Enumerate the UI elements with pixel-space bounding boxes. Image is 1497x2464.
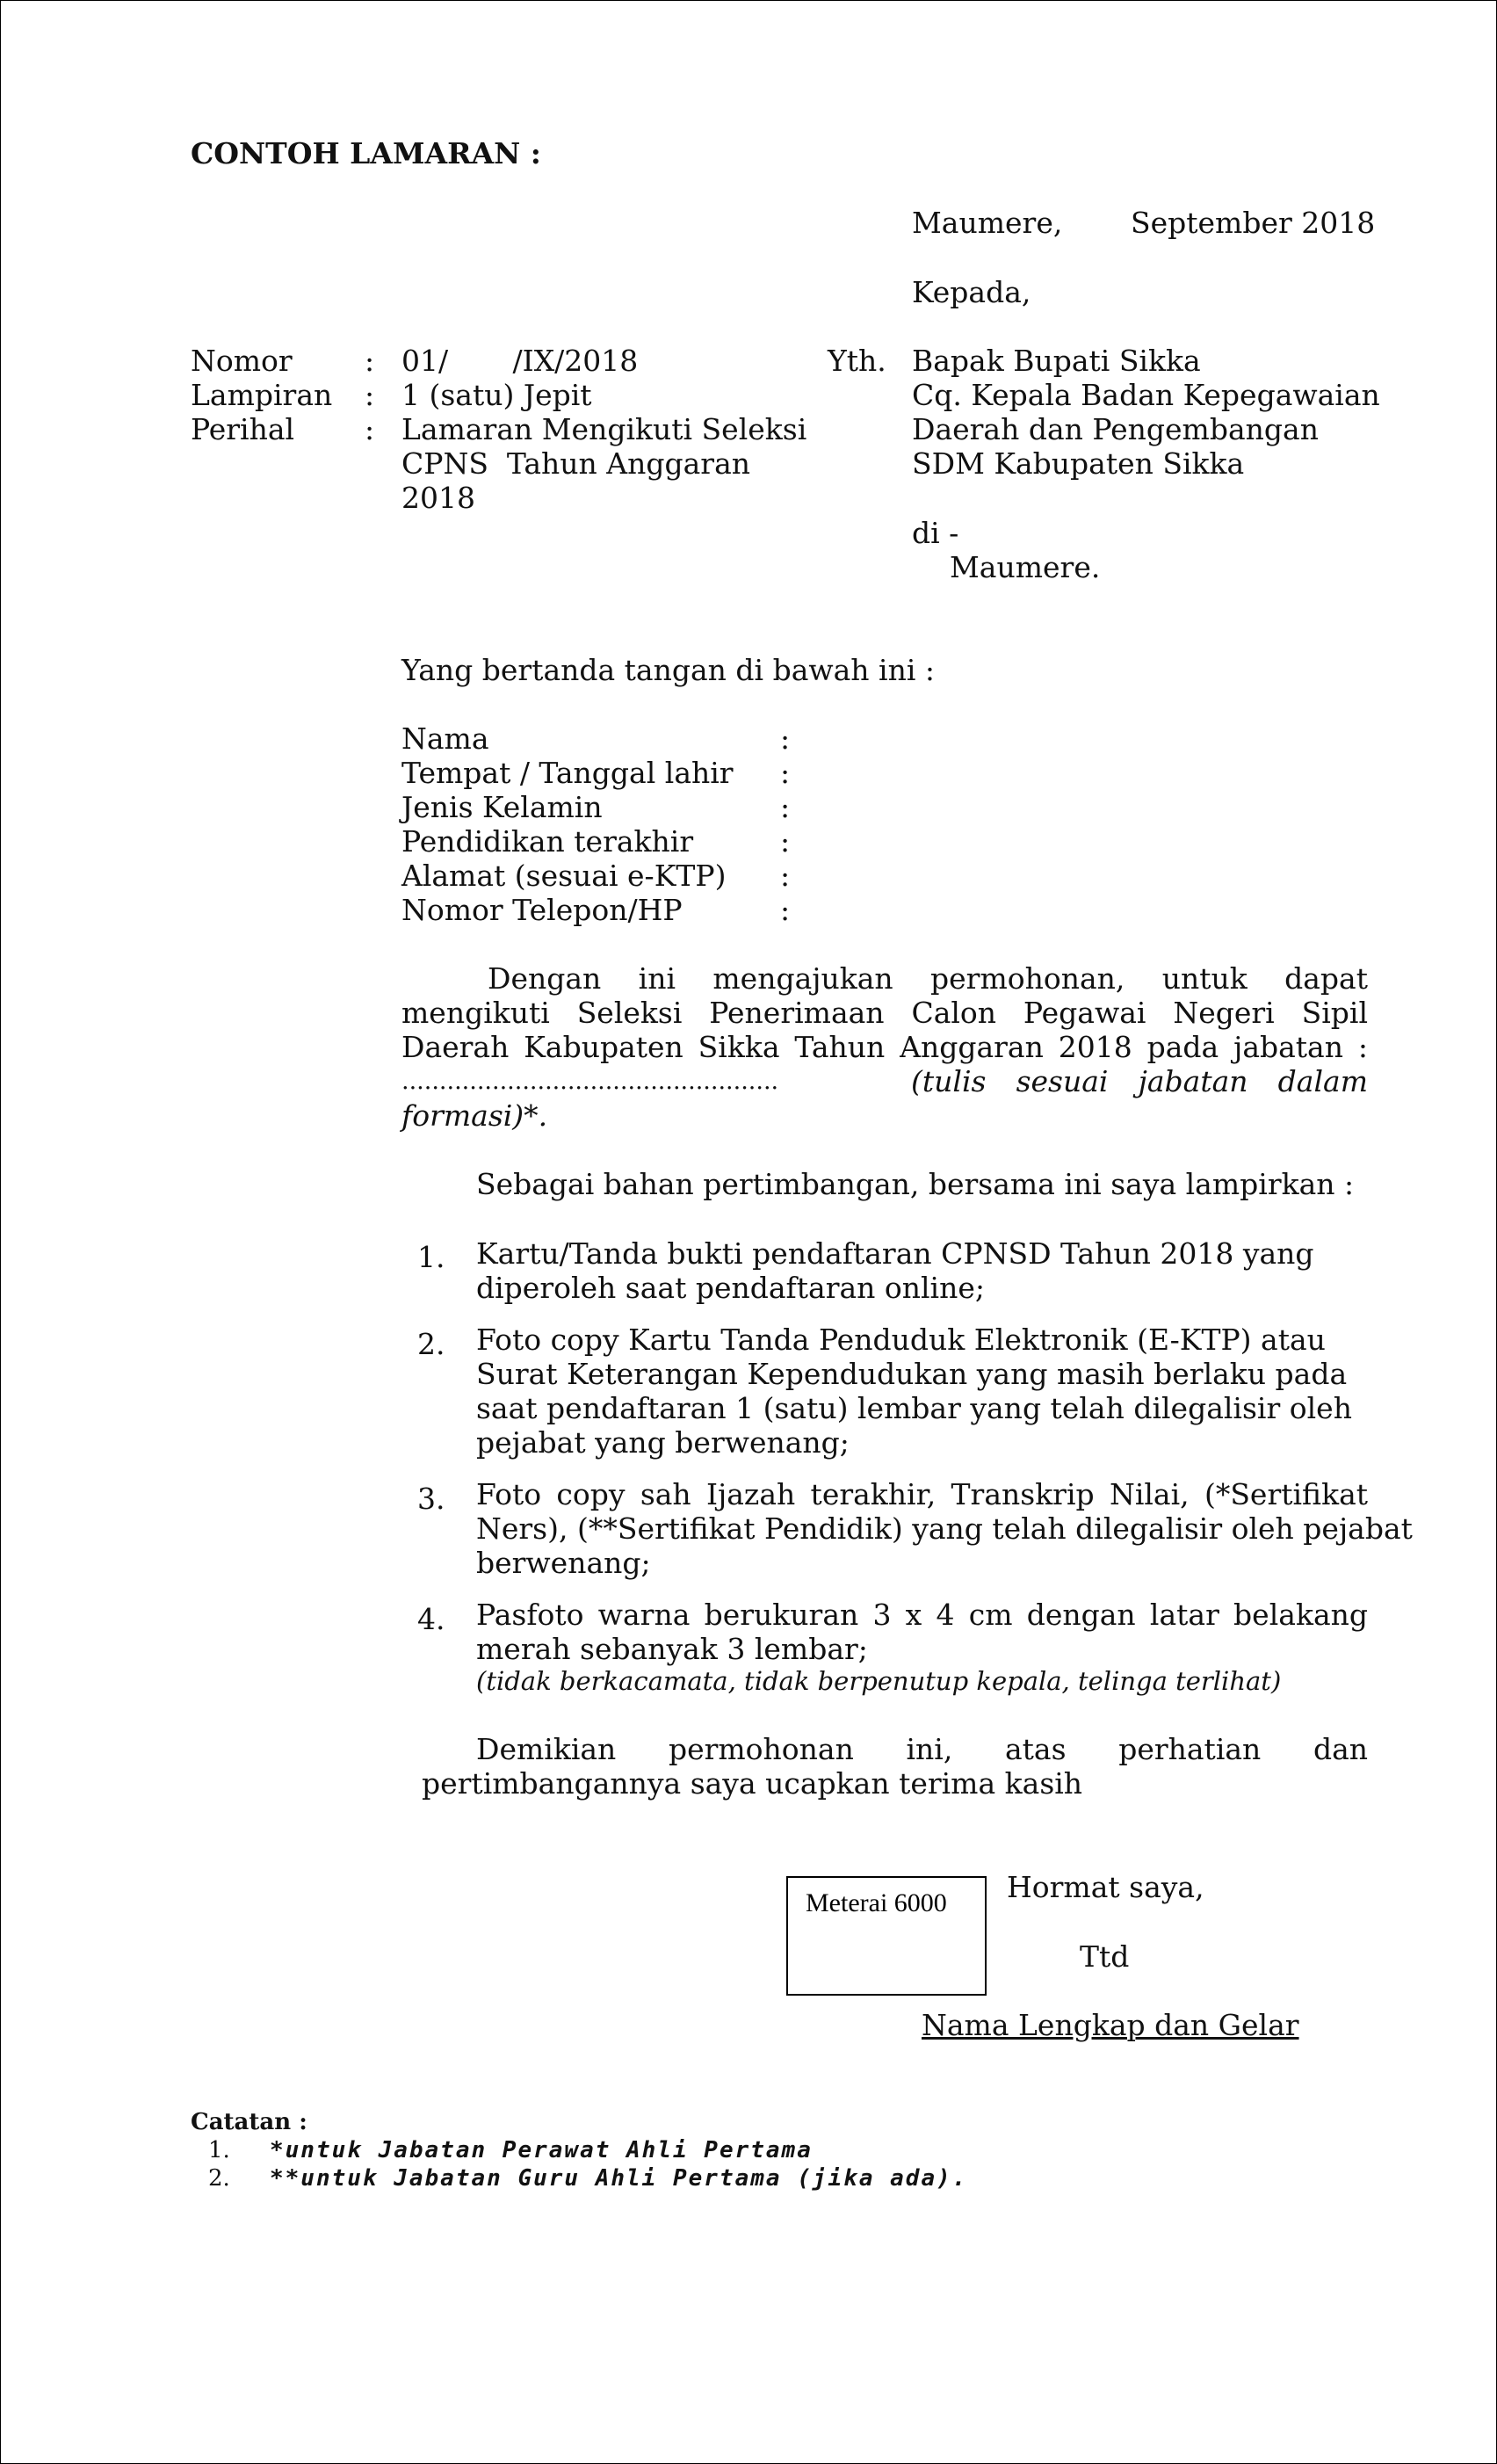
para1-line: Dengan ini mengajukan permohonan, untuk dapat	[488, 961, 1368, 996]
signature-ttd: Ttd	[1080, 1939, 1130, 1974]
nomor-label: Nomor	[191, 344, 293, 378]
recipient-line: Bapak Bupati Sikka	[912, 344, 1201, 378]
nomor-value: 01/ /IX/2018	[401, 344, 639, 378]
date-month-year: September 2018	[1131, 206, 1376, 240]
meterai-label: Meterai 6000	[806, 1888, 947, 1917]
recipient-di: di -	[912, 516, 959, 550]
field-colon: :	[780, 859, 791, 893]
nomor-colon: :	[365, 344, 375, 378]
field-label: Jenis Kelamin	[401, 790, 603, 824]
perihal-line: 2018	[401, 481, 475, 515]
attachment-line: Foto copy sah Ijazah terakhir, Transkrip Nilai, (*Sertifikat	[476, 1477, 1368, 1511]
perihal-label: Perihal	[191, 412, 295, 446]
para2-text: Sebagai bahan pertimbangan, bersama ini saya lampirkan :	[476, 1167, 1355, 1201]
field-label: Pendidikan terakhir	[401, 824, 694, 859]
note-text: *untuk Jabatan Perawat Ahli Pertama	[270, 2137, 813, 2163]
field-label: Alamat (sesuai e-KTP)	[401, 859, 727, 893]
closing-line: pertimbangannya saya ucapkan terima kasih	[422, 1766, 1083, 1801]
para1-line: Daerah Kabupaten Sikka Tahun Anggaran 2018 pada jabatan :	[401, 1030, 1368, 1064]
field-colon: :	[780, 824, 791, 859]
note-number: 2.	[208, 2165, 230, 2192]
attachment-number: 2.	[417, 1327, 445, 1361]
recipient-line: Cq. Kepala Badan Kepegawaian	[912, 378, 1380, 412]
field-colon: :	[780, 756, 791, 790]
recipient-line: Daerah dan Pengembangan	[912, 412, 1319, 446]
perihal-colon: :	[365, 412, 375, 446]
signature-greeting: Hormat saya,	[1007, 1870, 1204, 1904]
attachment-subnote: (tidak berkacamata, tidak berpenutup kepala, telinga terlihat)	[476, 1666, 1282, 1696]
meterai-stamp-box	[786, 1876, 987, 1996]
closing-line: Demikian permohonan ini, atas perhatian dan	[476, 1732, 1368, 1766]
attachment-line: diperoleh saat pendaftaran online;	[476, 1271, 986, 1305]
attachment-number: 1.	[417, 1240, 445, 1274]
attachment-line: Pasfoto warna berukuran 3 x 4 cm dengan latar belakang	[476, 1598, 1368, 1632]
notes-title: Catatan :	[191, 2109, 307, 2135]
date-place: Maumere,	[912, 206, 1063, 240]
recipient-line: SDM Kabupaten Sikka	[912, 446, 1245, 481]
lampiran-value: 1 (satu) Jepit	[401, 378, 592, 412]
note-text: **untuk Jabatan Guru Ahli Pertama (jika ada).	[270, 2165, 968, 2192]
attachment-number: 3.	[417, 1482, 445, 1516]
note-number: 1.	[208, 2137, 230, 2163]
attachment-line: pejabat yang berwenang;	[476, 1425, 850, 1460]
field-colon: :	[780, 790, 791, 824]
para1-note-end: formasi)*.	[401, 1098, 548, 1133]
recipient-city: Maumere.	[950, 550, 1101, 584]
signature-name: Nama Lengkap dan Gelar	[922, 2008, 1299, 2042]
attachment-line: saat pendaftaran 1 (satu) lembar yang telah dilegalisir oleh	[476, 1391, 1352, 1425]
field-label: Tempat / Tanggal lahir	[401, 756, 734, 790]
field-label: Nomor Telepon/HP	[401, 893, 683, 927]
intro-text: Yang bertanda tangan di bawah ini :	[401, 653, 936, 687]
attachment-line: Foto copy Kartu Tanda Penduduk Elektronik (E-KTP) atau	[476, 1323, 1326, 1357]
perihal-line: Lamaran Mengikuti Seleksi	[401, 412, 807, 446]
perihal-line: CPNS Tahun Anggaran	[401, 446, 750, 481]
lampiran-label: Lampiran	[191, 378, 333, 412]
page-title: CONTOH LAMARAN :	[191, 136, 541, 170]
para1-note: (tulis sesuai jabatan dalam	[911, 1064, 1368, 1098]
field-label: Nama	[401, 721, 489, 756]
recipient-yth: Yth.	[828, 344, 886, 378]
para1-dots: ..................................................	[401, 1068, 779, 1095]
recipient-kepada: Kepada,	[912, 275, 1031, 309]
field-colon: :	[780, 893, 791, 927]
attachment-line: merah sebanyak 3 lembar;	[476, 1632, 868, 1666]
attachment-line: Kartu/Tanda bukti pendaftaran CPNSD Tahun 2018 yang	[476, 1236, 1314, 1271]
para1-line: mengikuti Seleksi Penerimaan Calon Pegawai Negeri Sipil	[401, 996, 1368, 1030]
attachment-line: Surat Keterangan Kependudukan yang masih berlaku pada	[476, 1357, 1348, 1391]
lampiran-colon: :	[365, 378, 375, 412]
attachment-number: 4.	[417, 1602, 445, 1636]
attachment-line: berwenang;	[476, 1546, 651, 1580]
field-colon: :	[780, 721, 791, 756]
attachment-line: Ners), (**Sertifikat Pendidik) yang telah dilegalisir oleh pejabat	[476, 1511, 1413, 1546]
